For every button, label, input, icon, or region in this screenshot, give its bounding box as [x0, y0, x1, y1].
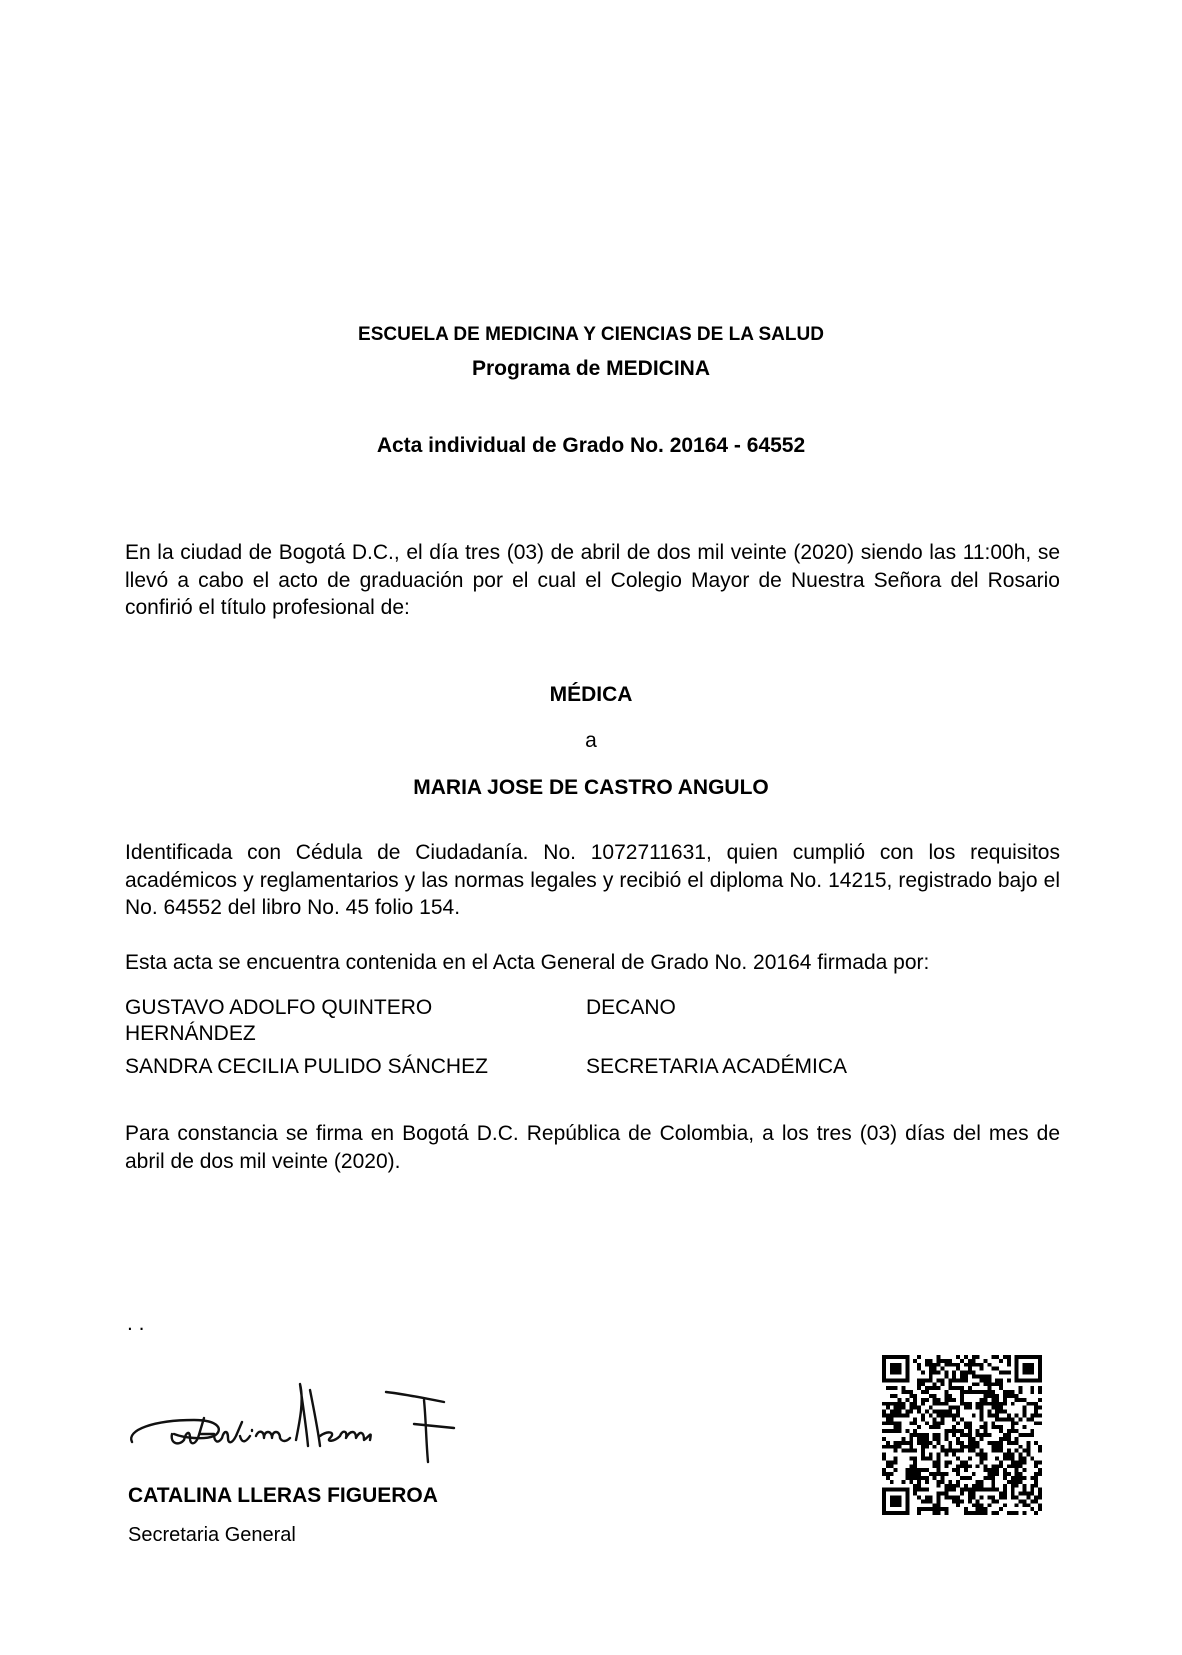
signer-name: CATALINA LLERAS FIGUEROA — [128, 1484, 438, 1507]
contained-statement: Esta acta se encuentra contenida en el Acta General de Grado No. 20164 firmada por: — [125, 951, 930, 974]
qr-code-icon — [882, 1355, 1042, 1515]
handwritten-signature — [124, 1380, 489, 1465]
signatory-1-role: DECANO — [586, 996, 676, 1019]
identification-paragraph: Identificada con Cédula de Ciudadanía. No. 1072711631, quien cumplió con los requisitos académicos y reglamentarios y las normas legales y recibió el diploma No. 14215, registrado bajo el No. 64552 del libro No. 45 folio 154. — [125, 841, 1060, 919]
program-heading: Programa de MEDICINA — [471, 357, 711, 380]
dots-mark: . . — [127, 1312, 145, 1335]
closing-paragraph: Para constancia se firma en Bogotá D.C. República de Colombia, a los tres (03) días del mes de abril de dos mil veinte (2020). — [125, 1122, 1060, 1173]
signatory-2-role: SECRETARIA ACADÉMICA — [586, 1055, 848, 1078]
qr-modules — [882, 1355, 1042, 1515]
signer-role: Secretaria General — [128, 1524, 296, 1546]
school-heading: ESCUELA DE MEDICINA Y CIENCIAS DE LA SALUD — [358, 324, 824, 345]
connector-text: a — [585, 729, 597, 752]
acta-title: Acta individual de Grado No. 20164 - 64552 — [376, 434, 806, 457]
degree-title: MÉDICA — [549, 683, 633, 706]
signatory-1-name-line2: HERNÁNDEZ — [125, 1022, 256, 1045]
graduate-name: MARIA JOSE DE CASTRO ANGULO — [413, 776, 769, 799]
signatory-1-name-line1: GUSTAVO ADOLFO QUINTERO — [125, 996, 433, 1019]
signatory-2-name: SANDRA CECILIA PULIDO SÁNCHEZ — [125, 1055, 488, 1078]
intro-paragraph: En la ciudad de Bogotá D.C., el día tres (03) de abril de dos mil veinte (2020) siendo las 11:00h, se llevó a cabo el acto de graduación por el cual el Colegio Mayor de Nuestra Señora del Rosario confirió el título profesional de: — [125, 541, 1060, 619]
